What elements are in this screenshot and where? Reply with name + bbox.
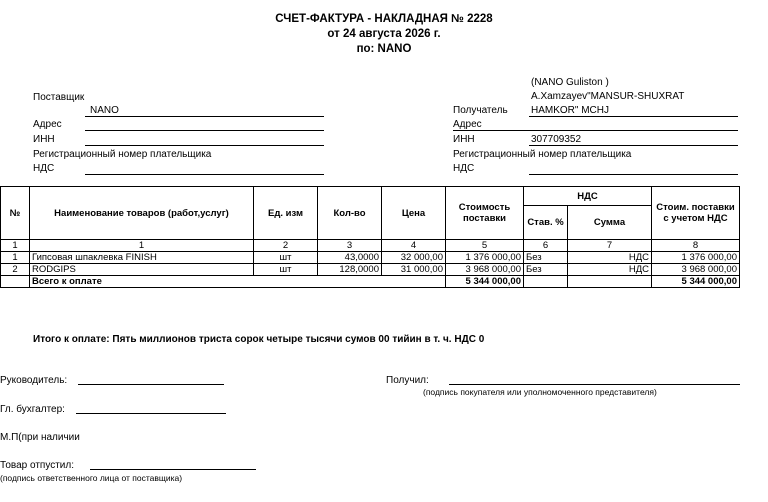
- supplier-vat-line: [85, 174, 324, 175]
- received-label: Получил:: [386, 375, 429, 386]
- total-label: Всего к оплате: [30, 276, 446, 288]
- col-number: 5: [446, 240, 524, 252]
- recipient-vat-line: [529, 174, 738, 175]
- recipient-name-line1: (NANO Guliston ): [531, 77, 609, 88]
- col-number: 3: [318, 240, 382, 252]
- row-vat-rate: Без: [524, 252, 568, 264]
- col-number: 1: [30, 240, 254, 252]
- row-vat-sum: НДС: [568, 264, 652, 276]
- recipient-label: Получатель: [453, 105, 508, 116]
- supplier-inn-label: ИНН: [33, 134, 55, 145]
- col-number: 7: [568, 240, 652, 252]
- col-header-total: Стоим. поставки с учетом НДС: [652, 187, 740, 240]
- row-vat-rate: Без: [524, 264, 568, 276]
- col-number: 2: [254, 240, 318, 252]
- stamp-label: М.П(при наличии: [0, 432, 80, 443]
- supplier-name-line: [85, 116, 324, 117]
- supplier-label: Поставщик: [33, 92, 85, 103]
- director-label: Руководитель:: [0, 375, 68, 386]
- received-signature-line: [449, 384, 740, 385]
- row-unit: шт: [254, 264, 318, 276]
- col-number: 1: [1, 240, 30, 252]
- amount-in-words: Итого к оплате: Пять миллионов триста сорок четыре тысячи сумов 00 тийин в т. ч. НДС 0: [33, 334, 485, 345]
- recipient-inn: 307709352: [531, 134, 582, 145]
- total-empty-cell: [1, 276, 30, 288]
- received-note: (подпись покупателя или уполномоченного представителя): [423, 387, 657, 397]
- row-total: 1 376 000,00: [652, 252, 740, 264]
- col-header-price: Цена: [382, 187, 446, 240]
- table-row: [1, 252, 740, 264]
- row-num: 2: [1, 264, 30, 276]
- recipient-reg-label: Регистрационный номер плательщика: [453, 149, 632, 160]
- table-total-row: [1, 276, 740, 288]
- recipient-address-label: Адрес: [453, 119, 482, 130]
- supplier-address-line: [85, 130, 324, 131]
- supplier-name: NANO: [90, 105, 119, 116]
- recipient-inn-label: ИНН: [453, 134, 475, 145]
- total-empty-cell: [524, 276, 568, 288]
- released-note: (подпись ответственного лица от поставщика): [0, 473, 183, 483]
- row-name: Гипсовая шпаклевка FINISH: [30, 252, 254, 264]
- col-header-unit: Ед. изм: [254, 187, 318, 240]
- total-sum: 5 344 000,00: [652, 276, 740, 288]
- row-vat-sum: НДС: [568, 252, 652, 264]
- col-header-vat-sum: Сумма: [568, 206, 652, 240]
- released-label: Товар отпустил:: [0, 460, 74, 471]
- row-name: RODGIPS: [30, 264, 254, 276]
- director-signature-line: [78, 384, 224, 385]
- row-qty: 43,0000: [318, 252, 382, 264]
- released-signature-line: [90, 469, 256, 470]
- row-qty: 128,0000: [318, 264, 382, 276]
- column-number-row: [1, 240, 740, 252]
- recipient-name-line: [529, 116, 738, 117]
- row-price: 31 000,00: [382, 264, 446, 276]
- supplier-address-label: Адрес: [33, 119, 62, 130]
- total-cost: 5 344 000,00: [446, 276, 524, 288]
- supplier-reg-label: Регистрационный номер плательщика: [33, 149, 212, 160]
- col-header-name: Наименование товаров (работ,услуг): [30, 187, 254, 240]
- col-number: 4: [382, 240, 446, 252]
- col-number: 8: [652, 240, 740, 252]
- row-total: 3 968 000,00: [652, 264, 740, 276]
- invoice-title: СЧЕТ-ФАКТУРА - НАКЛАДНАЯ № 2228: [275, 13, 493, 25]
- supplier-vat-label: НДС: [33, 163, 55, 174]
- total-empty-cell: [568, 276, 652, 288]
- col-header-num: №: [1, 187, 30, 240]
- col-header-vat: НДС: [524, 187, 652, 206]
- recipient-name-line3: HAMKOR" MCHJ: [531, 105, 609, 116]
- recipient-inn-line: [529, 145, 738, 146]
- recipient-name-line2: A.Xamzayev"MANSUR-SHUXRAT: [531, 91, 685, 102]
- supplier-inn-line: [85, 145, 324, 146]
- accountant-label: Гл. бухгалтер:: [0, 404, 65, 415]
- col-header-cost: Стоимость поставки: [446, 187, 524, 240]
- row-cost: 3 968 000,00: [446, 264, 524, 276]
- col-header-qty: Кол-во: [318, 187, 382, 240]
- col-number: 6: [524, 240, 568, 252]
- invoice-date: от 24 августа 2026 г.: [327, 28, 441, 40]
- table-row: [1, 264, 740, 276]
- row-num: 1: [1, 252, 30, 264]
- recipient-address-line: [453, 130, 738, 131]
- row-price: 32 000,00: [382, 252, 446, 264]
- row-unit: шт: [254, 252, 318, 264]
- items-table: [0, 186, 740, 288]
- table-header-row: [1, 187, 740, 206]
- recipient-vat-label: НДС: [453, 163, 475, 174]
- invoice-by: по: NANO: [356, 43, 412, 55]
- row-cost: 1 376 000,00: [446, 252, 524, 264]
- col-header-vat-rate: Став. %: [524, 206, 568, 240]
- accountant-signature-line: [76, 413, 226, 414]
